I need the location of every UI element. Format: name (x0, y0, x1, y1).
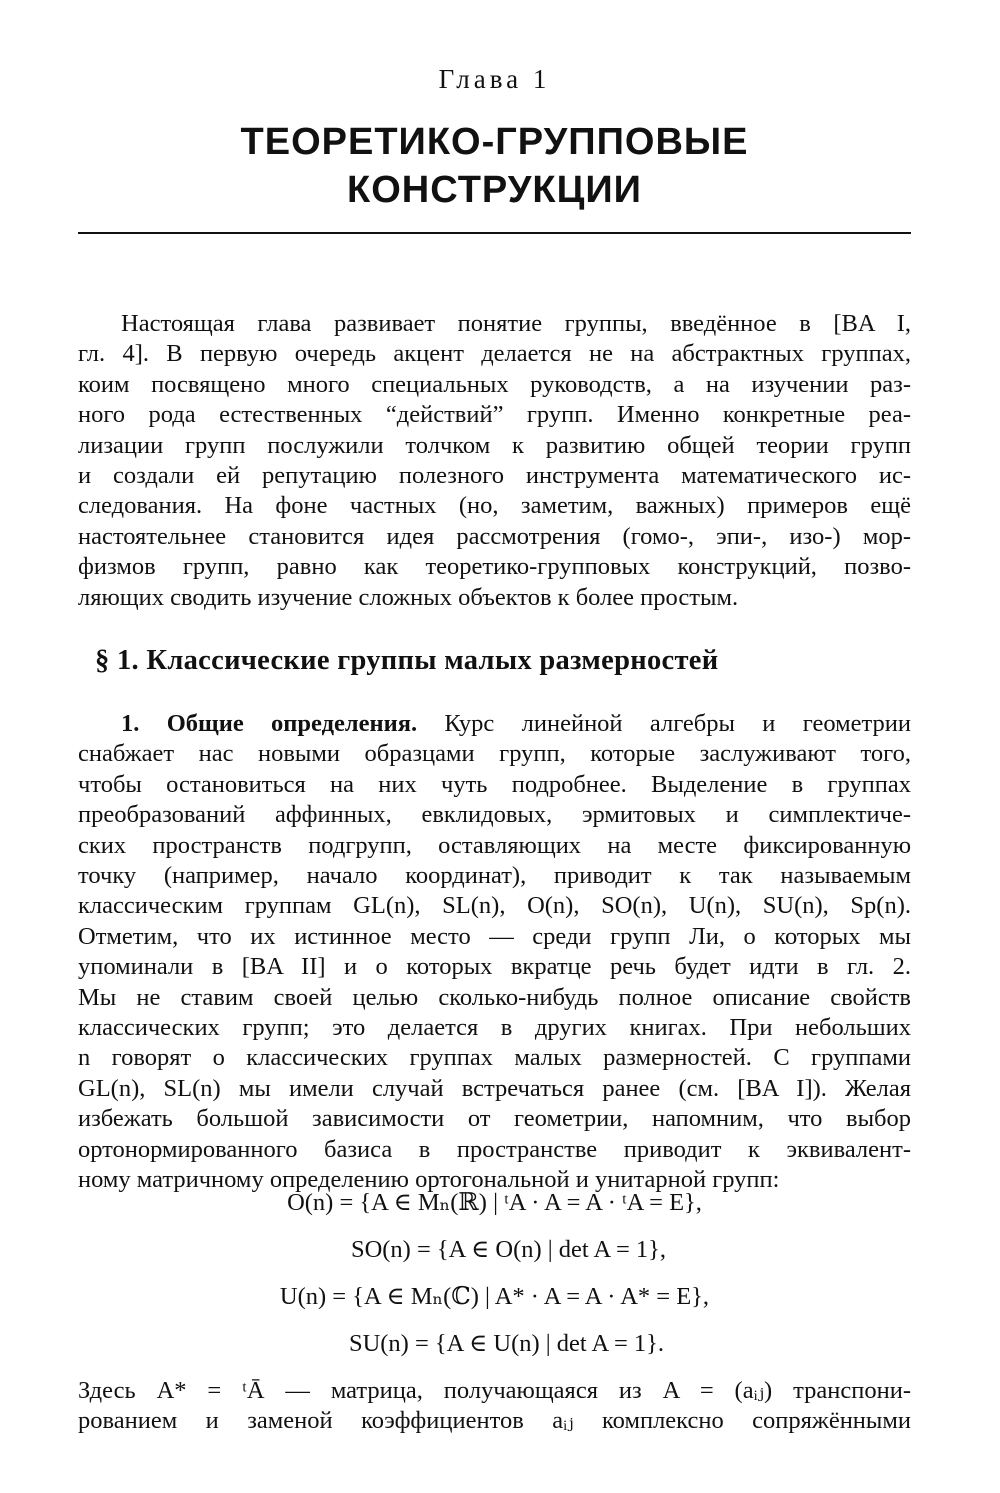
title-divider (78, 232, 911, 234)
text-line: физмов групп, равно как теоретико-групповых конструкций, позво- (78, 553, 911, 581)
text-line: коим посвящено много специальных руководств, а на изучении раз- (78, 370, 911, 398)
chapter-title (78, 118, 911, 214)
formula-special-unitary-group: SU(n) = {A ∈ U(n) | det A = 1}. (348, 1330, 665, 1357)
chapter-title-line-2: КОНСТРУКЦИИ (347, 169, 642, 211)
text-line: ортонормированного базиса в пространстве приводит к эквивалент- (78, 1135, 911, 1163)
text-line: классических групп; это делается в других книгах. При небольших (78, 1014, 911, 1042)
continuation-paragraph (78, 1376, 911, 1437)
text-line: Мы не ставим своей целью сколько-нибудь полное описание свойств (78, 983, 911, 1011)
formula-orthogonal-group: O(n) = {A ∈ Mₙ(ℝ) | ᵗA · A = A · ᵗA = E}, (287, 1189, 702, 1216)
text-line: ских пространств подгрупп, оставляющих на месте фиксированную (78, 831, 911, 859)
text-line: ному матричному определению ортогональной и унитарной групп: (78, 1166, 780, 1194)
text-line: ляющих сводить изучение сложных объектов к более простым. (78, 583, 739, 611)
text-line: рованием и заменой коэффициентов aᵢⱼ комплексно сопряжёнными (78, 1407, 911, 1435)
subsection-paragraph (78, 709, 911, 1196)
text-line: снабжает нас новыми образцами групп, которые заслуживают того, (78, 740, 911, 768)
text-line: гл. 4]. В первую очередь акцент делается не на абстрактных группах, (78, 340, 911, 368)
text-line: избежать большой зависимости от геометрии, напомним, что выбор (78, 1105, 911, 1133)
formula-special-orthogonal-group: SO(n) = {A ∈ O(n) | det A = 1}, (350, 1236, 667, 1263)
text-line (78, 709, 911, 739)
text-line: упоминали в [BA II] и о которых вкратце речь будет идти в гл. 2. (78, 953, 911, 981)
chapter-title-line-1: ТЕОРЕТИКО-ГРУППОВЫЕ (240, 121, 749, 163)
text-line: настоятельнее становится идея рассмотрения (гомо-, эпи-, изо-) мор- (78, 522, 911, 550)
text-fragment: Курс линейной алгебры и геометрии (444, 710, 911, 737)
subsection-title: 1. Общие определения. (121, 710, 418, 737)
formula-unitary-group: U(n) = {A ∈ Mₙ(ℂ) | A* · A = A · A* = E}, (279, 1283, 710, 1310)
page (78, 0, 911, 1493)
section-heading: § 1. Классические группы малых размерностей (95, 645, 719, 676)
text-line: преобразований аффинных, евклидовых, эрмитовых и симплектиче- (78, 801, 911, 829)
text-line: Настоящая глава развивает понятие группы, введённое в [BA I, (121, 310, 911, 337)
text-line: n говорят о классических группах малых размерностей. С группами (78, 1044, 911, 1072)
intro-paragraph (78, 309, 911, 613)
text-line: следования. На фоне частных (но, заметим, важных) примеров ещё (78, 492, 911, 520)
chapter-label: Глава 1 (438, 64, 551, 94)
text-line: и создали ей репутацию полезного инструмента математического ис- (78, 462, 911, 490)
text-line: Здесь A* = ᵗĀ — матрица, получающаяся из A = (aᵢⱼ) транспони- (78, 1377, 911, 1404)
text-line: точку (например, начало координат), приводит к так называемым (78, 862, 911, 890)
text-line: GL(n), SL(n) мы имели случай встречаться ранее (см. [BA I]). Желая (78, 1074, 911, 1102)
text-line: классическим группам GL(n), SL(n), O(n), SO(n), U(n), SU(n), Sp(n). (78, 892, 911, 920)
text-line: Отметим, что их истинное место — среди групп Ли, о которых мы (78, 922, 911, 950)
text-line: чтобы остановиться на них чуть подробнее. Выделение в группах (78, 770, 911, 798)
text-line: лизации групп послужили толчком к развитию общей теории групп (78, 431, 911, 459)
text-line: ного рода естественных “действий” групп. Именно конкретные реа- (78, 401, 911, 429)
